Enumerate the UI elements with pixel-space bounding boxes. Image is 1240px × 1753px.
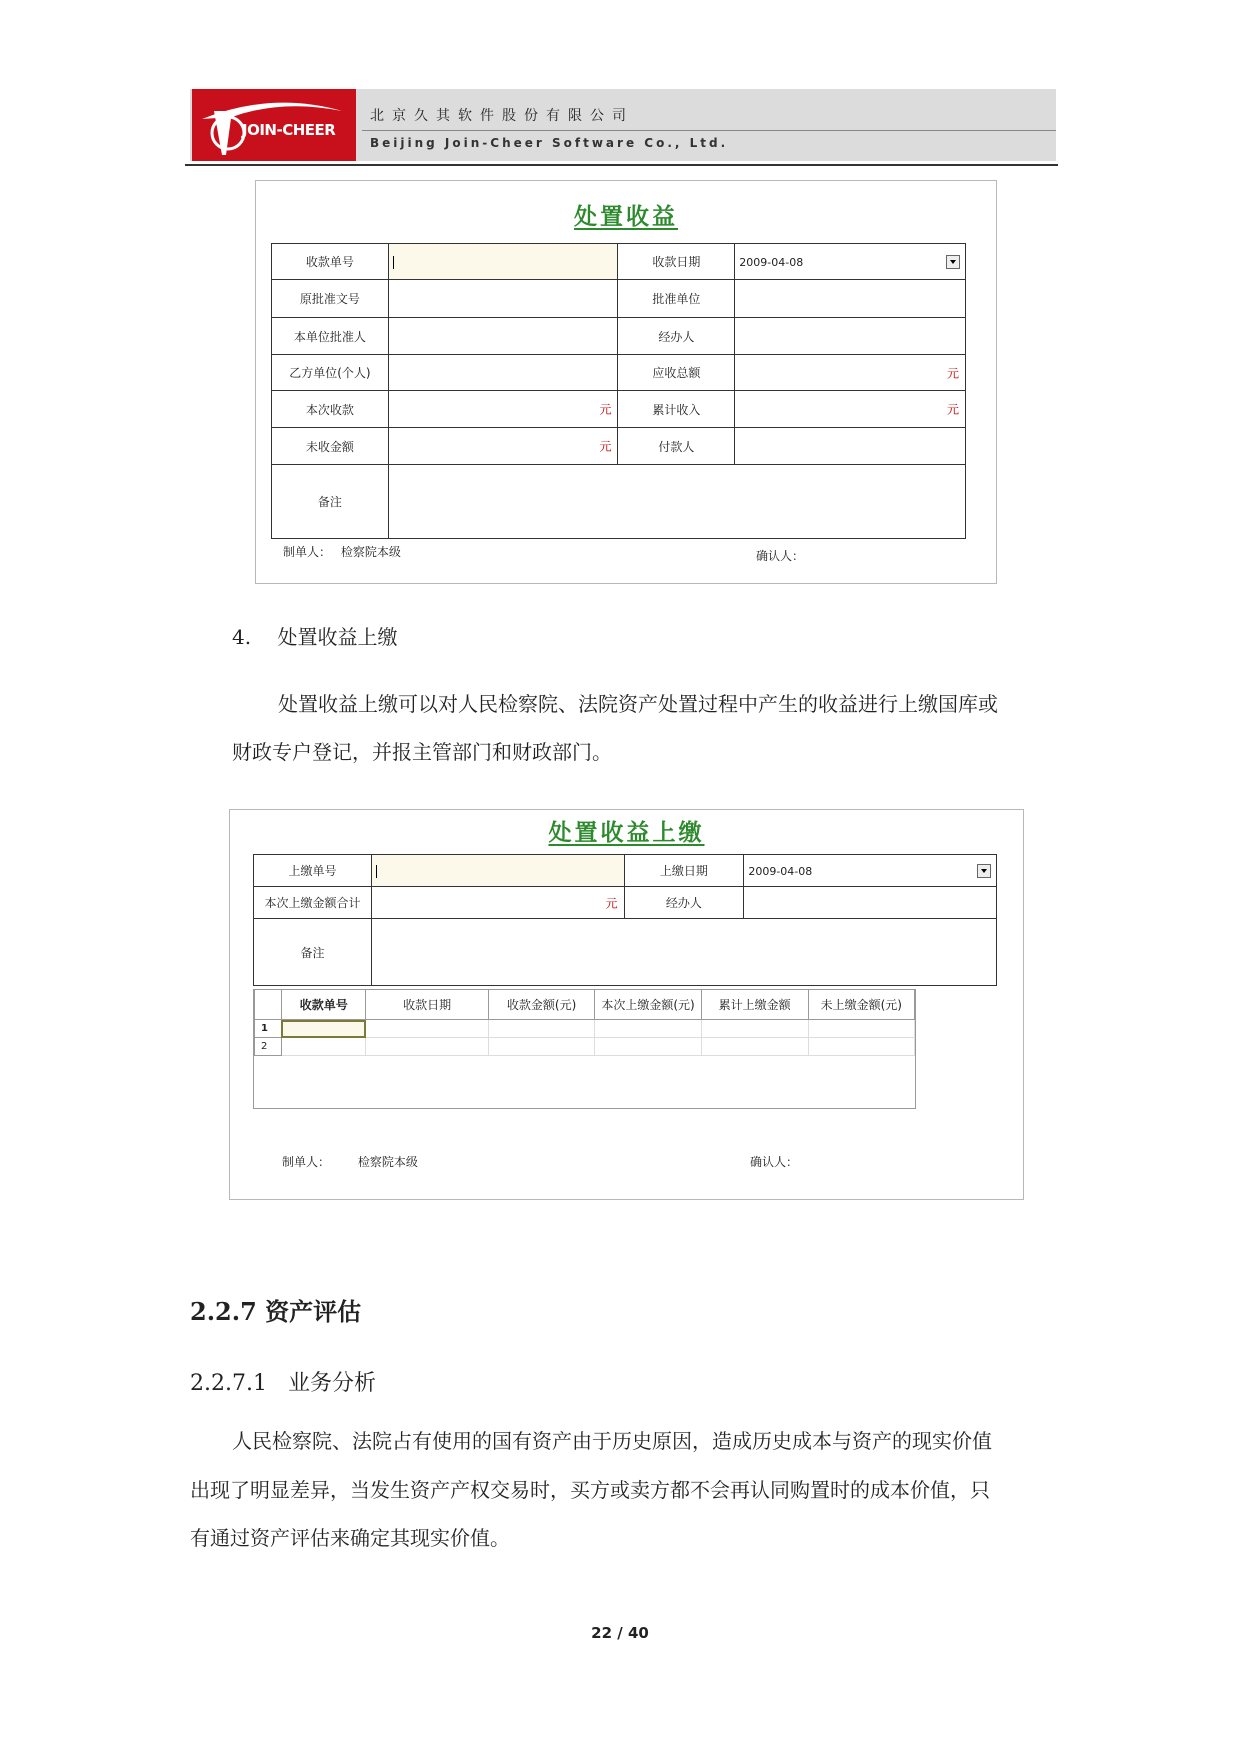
company-logo — [192, 89, 356, 161]
currency-unit: 元 — [599, 439, 612, 454]
grid-cell[interactable] — [488, 1020, 594, 1038]
payer-input[interactable] — [735, 428, 966, 465]
pay-date-label: 上缴日期 — [624, 855, 744, 887]
handler-label: 经办人 — [624, 887, 744, 919]
party-b-input[interactable] — [388, 355, 618, 391]
this-receipt-label: 本次收款 — [272, 391, 389, 428]
subsection-heading: 2.2.7.1 业务分析 — [190, 1371, 376, 1396]
remark-label: 备注 — [254, 919, 372, 986]
receipt-no-label: 收款单号 — [272, 244, 389, 280]
section-heading-2-2-7: 2.2.7 资产评估 — [190, 1297, 362, 1326]
party-b-label: 乙方单位(个人) — [272, 355, 389, 391]
form-fields-table — [253, 854, 997, 986]
maker-value: 检察院本级 — [357, 1155, 418, 1169]
pay-no-label: 上缴单号 — [254, 855, 372, 887]
form-income-remittance — [229, 809, 1024, 1200]
payer-label: 付款人 — [618, 428, 735, 465]
grid-cell[interactable] — [595, 1038, 701, 1056]
column-header[interactable]: 收款单号 — [281, 990, 365, 1020]
handler-label: 经办人 — [618, 318, 735, 355]
approve-unit-label: 批准单位 — [618, 280, 735, 318]
grid-cell[interactable] — [488, 1038, 594, 1056]
receipt-date-label: 收款日期 — [618, 244, 735, 280]
column-header[interactable]: 本次上缴金额(元) — [595, 990, 701, 1020]
logo-text: JOIN-CHEER — [242, 121, 336, 139]
grid-cell-selected[interactable] — [281, 1020, 365, 1038]
heading-text: 处置收益上缴 — [277, 625, 398, 649]
confirm-label: 确认人： — [756, 549, 805, 563]
grid-cell[interactable] — [808, 1038, 915, 1056]
receipt-no-input[interactable] — [388, 244, 618, 280]
maker-value: 检察院本级 — [340, 545, 401, 559]
column-header[interactable]: 未上缴金额(元) — [808, 990, 915, 1020]
cum-income-label: 累计收入 — [618, 391, 735, 428]
maker-label: 制单人： — [282, 1155, 331, 1169]
company-name-en: Beijing Join-Cheer Software Co., Ltd. — [370, 136, 729, 150]
grid-cell[interactable] — [366, 1020, 488, 1038]
header-rule — [185, 164, 1058, 166]
pay-date-value: 2009-04-08 — [748, 864, 813, 878]
pay-total-label: 本次上缴金额合计 — [254, 887, 372, 919]
orig-doc-no-input[interactable] — [388, 280, 618, 318]
currency-unit: 元 — [605, 896, 618, 910]
page-number: 22 / 40 — [591, 1624, 649, 1642]
column-header[interactable]: 收款日期 — [366, 990, 488, 1020]
unreceived-input[interactable] — [388, 428, 618, 465]
grid-cell[interactable] — [701, 1020, 808, 1038]
table-row — [255, 1038, 915, 1056]
company-name-cn: 北京久其软件股份有限公司 — [370, 108, 634, 124]
column-header[interactable]: 累计上缴金额 — [701, 990, 808, 1020]
receipt-date-value: 2009-04-08 — [739, 255, 804, 269]
chevron-down-icon[interactable] — [977, 864, 991, 878]
section-heading-4 — [232, 621, 397, 650]
form-title: 处置收益上缴 — [548, 819, 705, 846]
handler-input[interactable] — [744, 887, 997, 919]
local-approver-input[interactable] — [388, 318, 618, 355]
heading-number: 4. — [232, 625, 252, 649]
header-divider — [362, 130, 1056, 131]
paragraph-line: 财政专户登记，并报主管部门和财政部门。 — [232, 740, 612, 764]
table-row — [255, 1020, 915, 1038]
pay-date-select[interactable] — [744, 855, 997, 887]
unreceived-label: 未收金额 — [272, 428, 389, 465]
paragraph-line: 有通过资产评估来确定其现实价值。 — [190, 1526, 510, 1550]
maker-field — [282, 1153, 418, 1170]
maker-label: 制单人： — [283, 545, 332, 559]
grid-cell[interactable] — [281, 1038, 365, 1056]
row-number: 2 — [255, 1038, 282, 1056]
pay-no-input[interactable] — [371, 855, 624, 887]
form-disposal-income — [255, 180, 997, 584]
chevron-down-icon[interactable] — [946, 255, 960, 269]
grid-cell[interactable] — [701, 1038, 808, 1056]
paragraph-line: 人民检察院、法院占有使用的国有资产由于历史原因，造成历史成本与资产的现实价值 — [232, 1429, 992, 1453]
pay-total-input[interactable] — [371, 887, 624, 919]
grid-cell[interactable] — [595, 1020, 701, 1038]
this-receipt-input[interactable] — [388, 391, 618, 428]
form-title: 处置收益 — [574, 203, 678, 230]
column-header[interactable]: 收款金额(元) — [488, 990, 594, 1020]
receipt-date-select[interactable] — [735, 244, 966, 280]
confirm-label: 确认人： — [750, 1155, 799, 1169]
detail-grid — [253, 989, 916, 1109]
remark-textarea[interactable] — [371, 919, 996, 986]
currency-unit: 元 — [599, 402, 612, 417]
grid-corner — [255, 990, 282, 1020]
text-caret — [393, 256, 394, 269]
paragraph-line: 处置收益上缴可以对人民检察院、法院资产处置过程中产生的收益进行上缴国库或 — [278, 692, 998, 716]
local-approver-label: 本单位批准人 — [272, 318, 389, 355]
detail-grid-table — [254, 990, 915, 1056]
cum-income-input[interactable] — [735, 391, 966, 428]
form-fields-table — [271, 243, 966, 539]
maker-field — [283, 543, 401, 560]
handler-input[interactable] — [735, 318, 966, 355]
total-receivable-label: 应收总额 — [618, 355, 735, 391]
total-receivable-input[interactable] — [735, 355, 966, 391]
currency-unit: 元 — [946, 366, 959, 380]
approve-unit-input[interactable] — [735, 280, 966, 318]
paragraph-line: 出现了明显差异，当发生资产产权交易时，买方或卖方都不会再认同购置时的成本价值，只 — [190, 1478, 990, 1502]
text-caret — [376, 865, 377, 878]
orig-doc-no-label: 原批准文号 — [272, 280, 389, 318]
grid-cell[interactable] — [366, 1038, 488, 1056]
remark-label: 备注 — [272, 465, 389, 539]
remark-textarea[interactable] — [388, 465, 965, 539]
currency-unit: 元 — [946, 402, 959, 417]
row-number: 1 — [255, 1020, 282, 1038]
grid-cell[interactable] — [808, 1020, 915, 1038]
